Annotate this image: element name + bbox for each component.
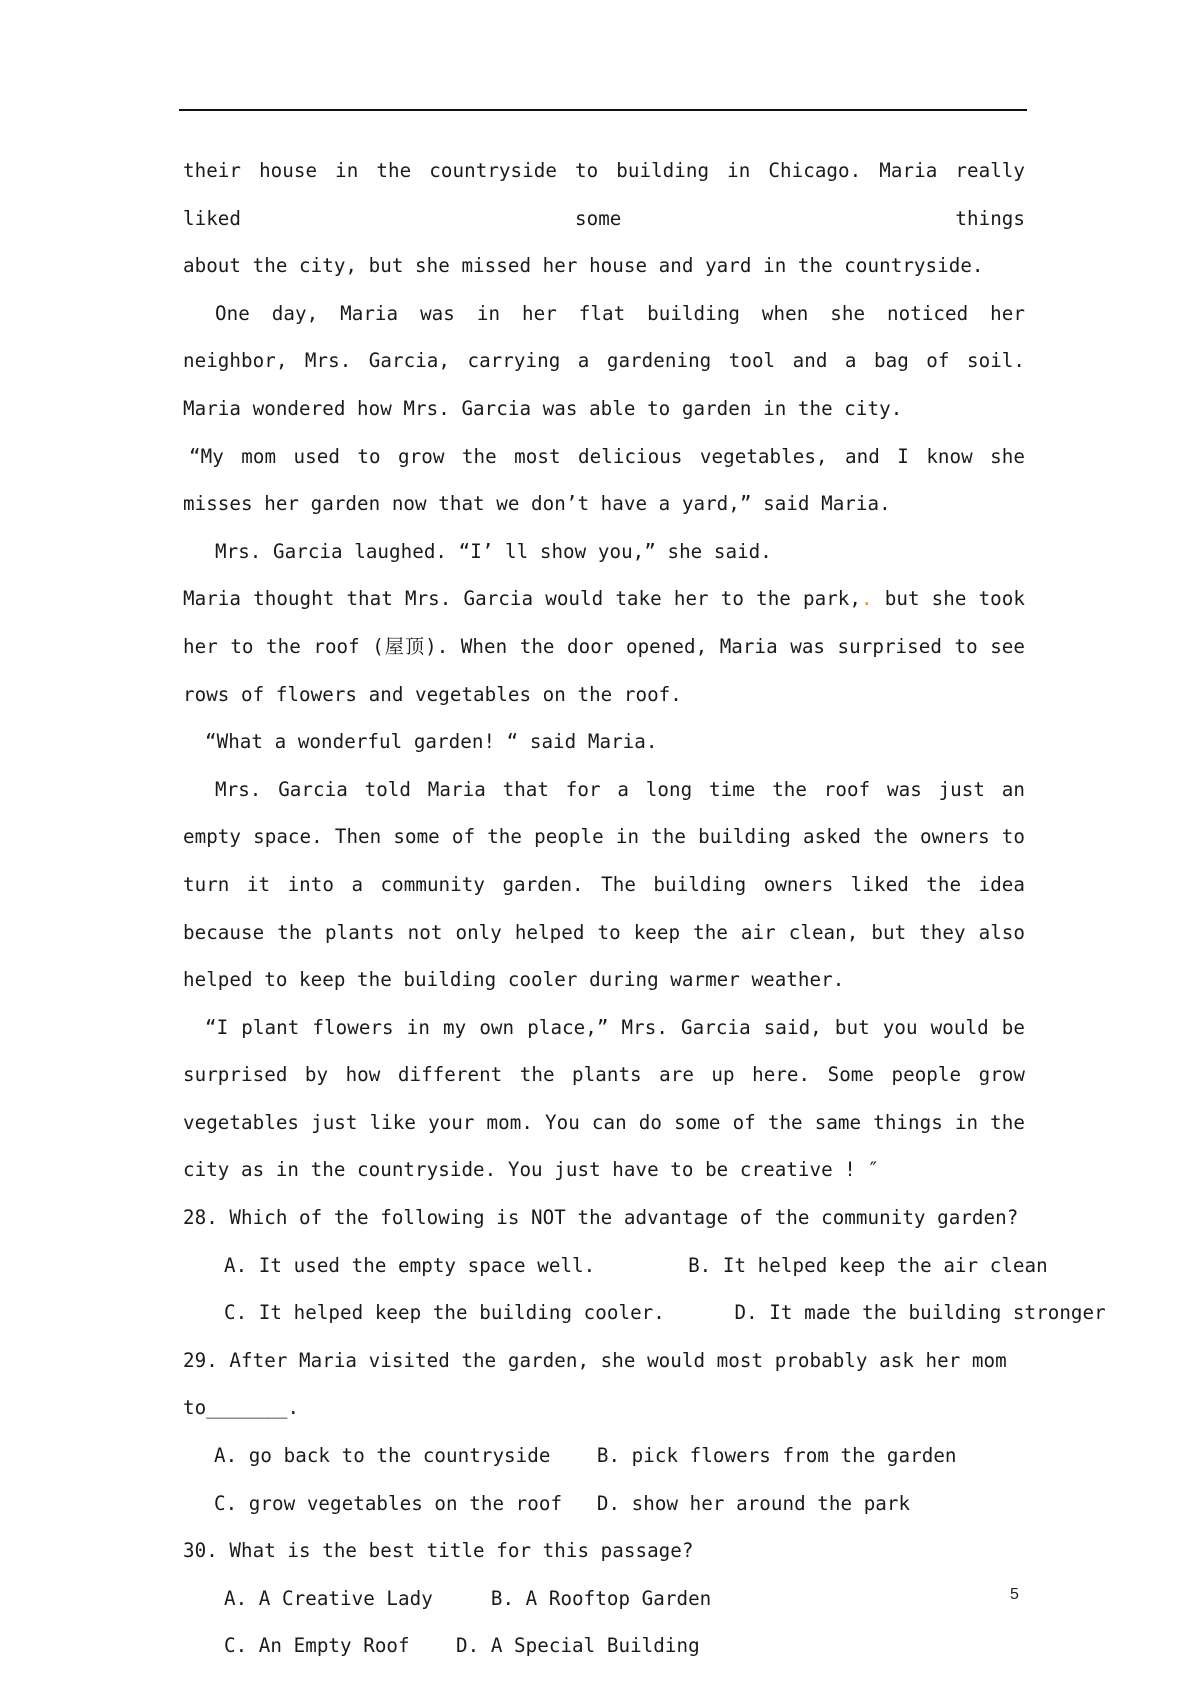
passage-paragraph: Mrs. Garcia told Maria that for a long time the roof was just an empty space. Then some of the people in the building asked the owners to turn it into a community garden. The building owners liked the idea because the plants not only helped to keep the air clean, but they also helped to keep the building cooler during warmer weather. xyxy=(183,777,1025,992)
passage-text: but she took her to the roof (屋顶). When the door opened, Maria was surprised to see rows of flowers and vegetables on the roof. xyxy=(183,587,1025,706)
question-options: C. It helped keep the building cooler. D. It made the building stronger xyxy=(224,1301,1106,1325)
passage-paragraph: “I plant flowers in my own place,” Mrs. Garcia said, but you would be surprised by how different the plants are up here. Some people grow vegetables just like your mom. You can do some of the same things in the city as in the countryside. You just have to be creative ! ″ xyxy=(183,1015,1025,1182)
question-stem: 30. What is the best title for this passage? xyxy=(183,1539,694,1563)
question-end: . xyxy=(287,1396,300,1420)
question-options: A. A Creative Lady B. A Rooftop Garden xyxy=(224,1586,712,1610)
stray-dot: . xyxy=(861,587,873,611)
passage-text: Maria thought that Mrs. Garcia would take her to the park, xyxy=(183,587,862,611)
page-number: 5 xyxy=(1010,1586,1019,1603)
question-options: A. go back to the countryside B. pick flowers from the garden xyxy=(214,1444,957,1468)
passage-paragraph xyxy=(183,575,1025,718)
passage-paragraph: “My mom used to grow the most delicious vegetables, and I know she misses her garden now that we don’t have a yard,” said Maria. xyxy=(183,444,1025,516)
header-rule xyxy=(179,109,1027,111)
answer-blank: _______ xyxy=(206,1396,288,1420)
passage-paragraph: One day, Maria was in her flat building when she noticed her neighbor, Mrs. Garcia, carrying a gardening tool and a bag of soil. Maria wondered how Mrs. Garcia was able to garden in the city. xyxy=(183,301,1025,420)
passage-paragraph: Mrs. Garcia laughed. “I’ ll show you,” she said. xyxy=(215,539,772,563)
question-options: A. It used the empty space well. B. It helped keep the air clean xyxy=(224,1253,1048,1277)
passage-paragraph: “What a wonderful garden! “ said Maria. xyxy=(205,730,658,754)
passage-line: their house in the countryside to building in Chicago. Maria really liked some things xyxy=(183,159,1025,230)
question-options: C. An Empty Roof D. A Special Building xyxy=(224,1634,700,1658)
question-stem xyxy=(183,1337,1025,1432)
passage-body xyxy=(183,147,1106,1670)
passage-line: about the city, but she missed her house and yard in the countryside. xyxy=(183,254,984,278)
question-text: 29. After Maria visited the garden, she would most probably ask her mom to xyxy=(183,1348,1007,1420)
question-stem: 28. Which of the following is NOT the advantage of the community garden? xyxy=(183,1206,1019,1230)
question-options: C. grow vegetables on the roof D. show her around the park xyxy=(214,1491,911,1515)
